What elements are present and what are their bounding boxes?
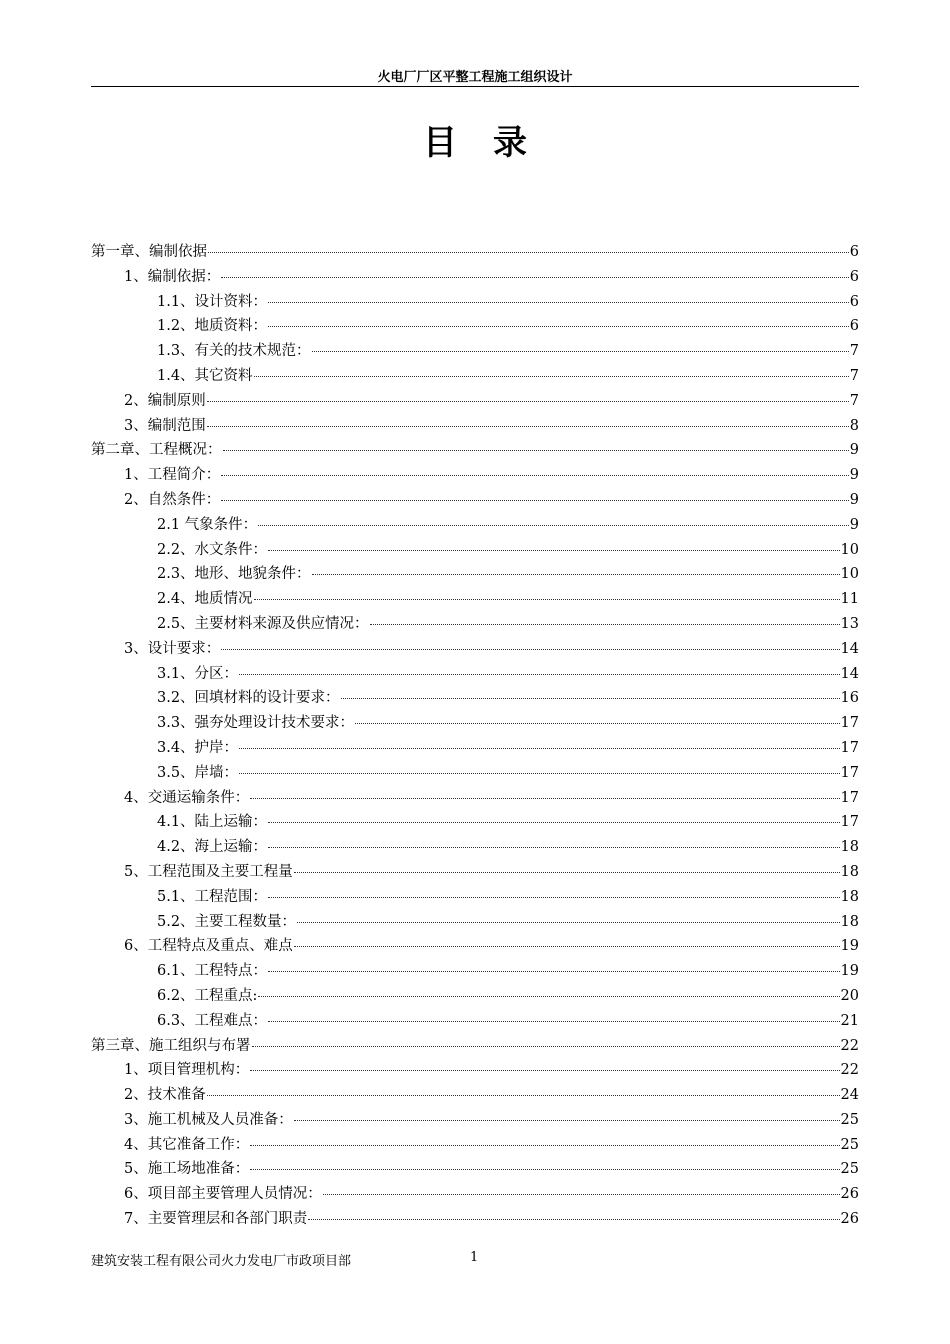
toc-entry[interactable] <box>91 761 859 786</box>
toc-entry[interactable] <box>91 1009 859 1034</box>
toc-entry-page: 11 <box>840 591 859 608</box>
toc-entry[interactable] <box>91 1133 859 1158</box>
toc-entry-page: 18 <box>840 888 859 905</box>
toc-entry-label: 6.1、工程特点： <box>157 963 268 980</box>
toc-dot-leader <box>268 822 839 823</box>
toc-entry[interactable] <box>91 835 859 860</box>
running-header-title: 火电厂厂区平整工程施工组织设计 <box>377 70 573 85</box>
table-of-contents <box>91 240 859 1232</box>
toc-entry-page: 25 <box>840 1111 859 1128</box>
toc-entry-page: 13 <box>840 615 859 632</box>
toc-dot-leader <box>308 1219 839 1220</box>
toc-entry[interactable] <box>91 1034 859 1059</box>
toc-entry[interactable] <box>91 265 859 290</box>
toc-entry[interactable] <box>91 364 859 389</box>
toc-entry[interactable] <box>91 240 859 265</box>
toc-entry-page: 9 <box>849 516 859 533</box>
toc-entry-label: 2.1 气象条件： <box>157 516 258 533</box>
toc-entry-label: 3、施工机械及人员准备： <box>124 1111 293 1128</box>
toc-entry-label: 5.2、主要工程数量： <box>157 913 297 930</box>
toc-dot-leader <box>323 1194 840 1195</box>
toc-dot-leader <box>239 674 839 675</box>
toc-entry-page: 17 <box>840 715 859 732</box>
toc-entry-page: 17 <box>840 739 859 756</box>
toc-dot-leader <box>341 698 840 699</box>
toc-entry-page: 25 <box>840 1161 859 1178</box>
toc-entry[interactable] <box>91 711 859 736</box>
toc-entry[interactable] <box>91 438 859 463</box>
toc-entry[interactable] <box>91 463 859 488</box>
toc-dot-leader <box>268 550 839 551</box>
toc-entry-page: 17 <box>840 789 859 806</box>
toc-entry-label: 1、工程简介： <box>124 467 221 484</box>
toc-entry[interactable] <box>91 414 859 439</box>
toc-entry[interactable] <box>91 562 859 587</box>
toc-dot-leader <box>207 1095 840 1096</box>
toc-dot-leader <box>221 500 849 501</box>
toc-dot-leader <box>254 376 849 377</box>
toc-dot-leader <box>258 996 839 997</box>
toc-dot-leader <box>250 1070 839 1071</box>
toc-entry-page: 19 <box>840 938 859 955</box>
toc-dot-leader <box>250 1145 839 1146</box>
toc-entry-label: 2.3、地形、地貌条件： <box>157 566 311 583</box>
toc-entry-label: 第二章、工程概况： <box>91 442 222 459</box>
toc-entry[interactable] <box>91 984 859 1009</box>
toc-dot-leader <box>252 1046 840 1047</box>
toc-dot-leader <box>254 599 840 600</box>
toc-entry-label: 3.2、回填材料的设计要求： <box>157 690 340 707</box>
toc-entry-page: 22 <box>840 1062 859 1079</box>
toc-dot-leader <box>268 897 839 898</box>
toc-entry[interactable] <box>91 736 859 761</box>
toc-dot-leader <box>239 748 839 749</box>
toc-dot-leader <box>268 302 849 303</box>
toc-entry-label: 2、技术准备 <box>124 1087 206 1104</box>
toc-entry[interactable] <box>91 290 859 315</box>
toc-entry-label: 4、交通运输条件： <box>124 789 250 806</box>
toc-entry[interactable] <box>91 1083 859 1108</box>
toc-entry-page: 6 <box>849 268 859 285</box>
toc-entry-label: 1、项目管理机构： <box>124 1062 250 1079</box>
toc-dot-leader <box>297 922 839 923</box>
toc-entry-label: 4、其它准备工作： <box>124 1136 250 1153</box>
toc-dot-leader <box>268 1021 839 1022</box>
toc-entry-page: 7 <box>849 392 859 409</box>
toc-entry-page: 26 <box>840 1186 859 1203</box>
toc-dot-leader <box>207 426 849 427</box>
toc-entry[interactable] <box>91 934 859 959</box>
toc-entry-label: 5.1、工程范围： <box>157 888 268 905</box>
toc-entry[interactable] <box>91 637 859 662</box>
toc-entry-label: 2、自然条件： <box>124 491 221 508</box>
toc-entry[interactable] <box>91 612 859 637</box>
toc-entry-page: 7 <box>849 343 859 360</box>
toc-entry-page: 17 <box>840 814 859 831</box>
footer-page-number: 1 <box>470 1250 479 1265</box>
toc-entry-page: 19 <box>840 963 859 980</box>
toc-dot-leader <box>294 1120 840 1121</box>
toc-entry-label: 1.3、有关的技术规范： <box>157 343 311 360</box>
toc-entry-label: 3、设计要求： <box>124 640 221 657</box>
toc-entry[interactable] <box>91 786 859 811</box>
header-divider <box>91 86 859 87</box>
toc-entry-page: 20 <box>840 987 859 1004</box>
toc-entry-page: 6 <box>849 293 859 310</box>
toc-entry[interactable] <box>91 662 859 687</box>
toc-entry-label: 4.1、陆上运输： <box>157 814 268 831</box>
toc-entry-label: 2.2、水文条件： <box>157 541 268 558</box>
toc-entry[interactable] <box>91 314 859 339</box>
toc-heading: 目录 <box>423 123 563 163</box>
toc-entry-label: 2、编制原则 <box>124 392 206 409</box>
toc-entry-page: 22 <box>840 1037 859 1054</box>
toc-entry-label: 5、施工场地准备： <box>124 1161 250 1178</box>
toc-dot-leader <box>294 872 840 873</box>
toc-dot-leader <box>221 649 839 650</box>
toc-entry-page: 14 <box>840 665 859 682</box>
toc-entry-label: 7、主要管理层和各部门职责 <box>124 1211 308 1228</box>
toc-dot-leader <box>312 574 840 575</box>
toc-entry-label: 6.2、工程重点: <box>157 987 258 1004</box>
toc-dot-leader <box>268 326 849 327</box>
toc-entry-label: 1、编制依据： <box>124 268 221 285</box>
toc-dot-leader <box>208 252 849 253</box>
toc-entry-label: 1.2、地质资料： <box>157 318 268 335</box>
toc-entry[interactable] <box>91 1207 859 1232</box>
toc-entry-page: 25 <box>840 1136 859 1153</box>
toc-entry-page: 9 <box>849 467 859 484</box>
toc-entry-page: 18 <box>840 863 859 880</box>
toc-entry[interactable] <box>91 587 859 612</box>
toc-entry[interactable] <box>91 488 859 513</box>
toc-entry[interactable] <box>91 885 859 910</box>
toc-entry[interactable] <box>91 1182 859 1207</box>
toc-entry[interactable] <box>91 810 859 835</box>
toc-dot-leader <box>250 1169 839 1170</box>
toc-entry-page: 10 <box>840 566 859 583</box>
toc-entry[interactable] <box>91 910 859 935</box>
toc-dot-leader <box>294 946 840 947</box>
toc-entry-page: 18 <box>840 839 859 856</box>
toc-dot-leader <box>268 847 839 848</box>
toc-entry[interactable] <box>91 860 859 885</box>
toc-entry-page: 14 <box>840 640 859 657</box>
toc-entry[interactable] <box>91 1108 859 1133</box>
toc-entry-page: 7 <box>849 367 859 384</box>
toc-dot-leader <box>221 475 849 476</box>
toc-dot-leader <box>207 401 849 402</box>
toc-entry-label: 5、工程范围及主要工程量 <box>124 863 293 880</box>
toc-entry-label: 3.5、岸墙： <box>157 764 239 781</box>
toc-dot-leader <box>258 525 849 526</box>
toc-dot-leader <box>239 773 839 774</box>
toc-dot-leader <box>250 798 839 799</box>
toc-entry-page: 26 <box>840 1211 859 1228</box>
toc-entry-label: 1.4、其它资料 <box>157 367 253 384</box>
toc-entry-label: 1.1、设计资料： <box>157 293 268 310</box>
toc-entry-label: 第三章、施工组织与布署 <box>91 1037 251 1054</box>
toc-entry-page: 18 <box>840 913 859 930</box>
toc-entry-label: 3、编制范围 <box>124 417 206 434</box>
toc-entry-page: 10 <box>840 541 859 558</box>
toc-entry-label: 3.1、分区： <box>157 665 239 682</box>
toc-entry-page: 21 <box>840 1012 859 1029</box>
toc-dot-leader <box>221 277 849 278</box>
toc-entry[interactable] <box>91 1157 859 1182</box>
toc-dot-leader <box>312 351 849 352</box>
toc-entry-page: 6 <box>849 318 859 335</box>
toc-entry[interactable] <box>91 538 859 563</box>
footer-company: 建筑安装工程有限公司火力发电厂市政项目部 <box>91 1254 352 1269</box>
toc-entry-label: 6.3、工程难点： <box>157 1012 268 1029</box>
toc-dot-leader <box>355 723 839 724</box>
toc-dot-leader <box>223 450 849 451</box>
toc-entry-page: 9 <box>849 442 859 459</box>
toc-entry[interactable] <box>91 389 859 414</box>
toc-entry[interactable] <box>91 513 859 538</box>
toc-entry-label: 第一章、编制依据 <box>91 244 207 260</box>
toc-entry-label: 3.4、护岸： <box>157 739 239 756</box>
toc-entry-page: 16 <box>840 690 859 707</box>
toc-entry-label: 3.3、强夯处理设计技术要求： <box>157 715 355 732</box>
toc-entry-page: 24 <box>840 1087 859 1104</box>
toc-entry[interactable] <box>91 959 859 984</box>
toc-entry-page: 8 <box>849 417 859 434</box>
toc-entry-page: 9 <box>849 491 859 508</box>
toc-entry[interactable] <box>91 686 859 711</box>
toc-entry-page: 6 <box>849 244 859 260</box>
toc-entry-label: 4.2、海上运输： <box>157 839 268 856</box>
toc-entry-label: 2.5、主要材料来源及供应情况： <box>157 615 369 632</box>
toc-dot-leader <box>268 971 839 972</box>
toc-entry[interactable] <box>91 339 859 364</box>
toc-entry-label: 6、工程特点及重点、难点 <box>124 938 293 955</box>
toc-entry-label: 2.4、地质情况 <box>157 591 253 608</box>
toc-entry-page: 17 <box>840 764 859 781</box>
toc-entry[interactable] <box>91 1058 859 1083</box>
toc-dot-leader <box>370 624 840 625</box>
toc-entry-label: 6、项目部主要管理人员情况： <box>124 1186 322 1203</box>
